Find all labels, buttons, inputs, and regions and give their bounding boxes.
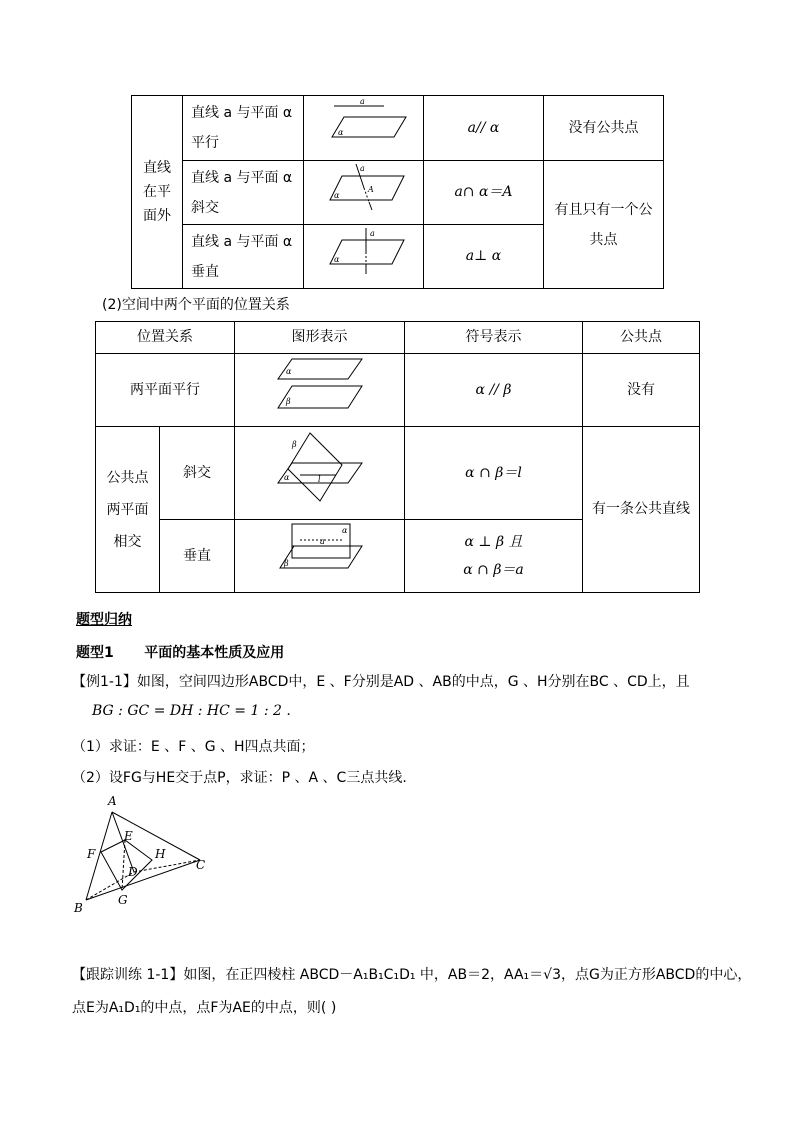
- figure-oblique: [304, 161, 424, 225]
- svg-text:α: α: [285, 367, 291, 376]
- svg-text:l: l: [317, 475, 321, 484]
- header-common: 公共点: [583, 322, 700, 354]
- svg-text:a: a: [359, 163, 365, 173]
- point-G: G: [118, 893, 128, 907]
- line-plane-table: [131, 95, 664, 289]
- point-D: D: [128, 865, 138, 879]
- point-H: H: [155, 847, 166, 861]
- point-C: C: [196, 858, 206, 872]
- figure-perpendicular: [304, 225, 424, 289]
- svg-text:a: a: [319, 537, 325, 546]
- label-a: a: [359, 97, 365, 106]
- followup-line2: 点E为A₁D₁的中点，点F为AE的中点，则( ): [72, 1000, 337, 1016]
- common-one: 有且只有一个公共点: [544, 161, 664, 289]
- relation-planes-parallel: 两平面平行: [96, 354, 235, 427]
- common-planes-parallel: 没有: [583, 354, 700, 427]
- header-relation: 位置关系: [96, 322, 235, 354]
- svg-text:β: β: [291, 440, 297, 449]
- svg-text:α: α: [341, 526, 347, 535]
- example-q2: （2）设FG与HE交于点P，求证：P 、A 、C三点共线.: [72, 770, 407, 786]
- example-line1: 【例1-1】如图，空间四边形ABCD中，E 、F分别是AD 、AB的中点，G 、H分别在BC 、CD上，且: [72, 674, 690, 690]
- figure-parallel: [304, 96, 424, 161]
- header-symbol: 符号表示: [405, 322, 583, 354]
- svg-text:a: a: [369, 228, 375, 238]
- example-q1: （1）求证：E 、F 、G 、H四点共面；: [72, 739, 315, 755]
- intersect-group-label: 公共点两平面相交: [96, 427, 160, 593]
- followup-line1: 【跟踪训练 1-1】如图，在正四棱柱 ABCD－A₁B₁C₁D₁ 中，AB＝2，AA₁＝√3，点G为正方形ABCD的中心，: [72, 967, 752, 983]
- section2-title: (2)空间中两个平面的位置关系: [102, 297, 290, 313]
- relation-oblique: 直线 a 与平面 α 斜交: [183, 161, 304, 225]
- svg-text:α: α: [333, 190, 339, 200]
- example-line2: BG : GC = DH : HC = 1 : 2 .: [92, 703, 291, 719]
- figure-planes-parallel: [235, 354, 405, 427]
- point-F: F: [87, 847, 96, 861]
- symbol-perp-planes: α ⊥ β 且 α ∩ β＝a: [405, 520, 583, 593]
- figure-perp-planes: [235, 520, 405, 593]
- symbol-oblique-planes: α ∩ β＝l: [405, 427, 583, 520]
- type1-heading: 题型1 平面的基本性质及应用: [76, 645, 285, 661]
- symbol-parallel: a// α: [424, 96, 544, 161]
- point-E: E: [124, 829, 133, 843]
- svg-text:A: A: [367, 184, 374, 194]
- common-none: 没有公共点: [544, 96, 664, 161]
- svg-text:β: β: [285, 397, 291, 406]
- plane-plane-table: [95, 321, 700, 593]
- relation-perp-planes: 垂直: [160, 520, 235, 593]
- svg-text:α: α: [283, 473, 289, 482]
- symbol-perpendicular: a⊥ α: [424, 225, 544, 289]
- point-B: B: [74, 901, 83, 915]
- summary-heading: 题型归纳: [76, 612, 132, 628]
- point-A: A: [108, 794, 117, 808]
- svg-text:α: α: [333, 254, 339, 264]
- symbol-oblique: a∩ α＝A: [424, 161, 544, 225]
- symbol-planes-parallel: α // β: [405, 354, 583, 427]
- relation-parallel: 直线 a 与平面 α 平行: [183, 96, 304, 161]
- group-label: 直线在平面外: [132, 96, 183, 289]
- svg-text:β: β: [283, 559, 289, 568]
- relation-perpendicular: 直线 a 与平面 α 垂直: [183, 225, 304, 289]
- space-quadrilateral-figure: [70, 790, 220, 920]
- svg-text:α: α: [337, 128, 343, 137]
- figure-oblique-planes: [235, 427, 405, 520]
- common-intersect: 有一条公共直线: [583, 427, 700, 593]
- header-figure: 图形表示: [235, 322, 405, 354]
- relation-oblique-planes: 斜交: [160, 427, 235, 520]
